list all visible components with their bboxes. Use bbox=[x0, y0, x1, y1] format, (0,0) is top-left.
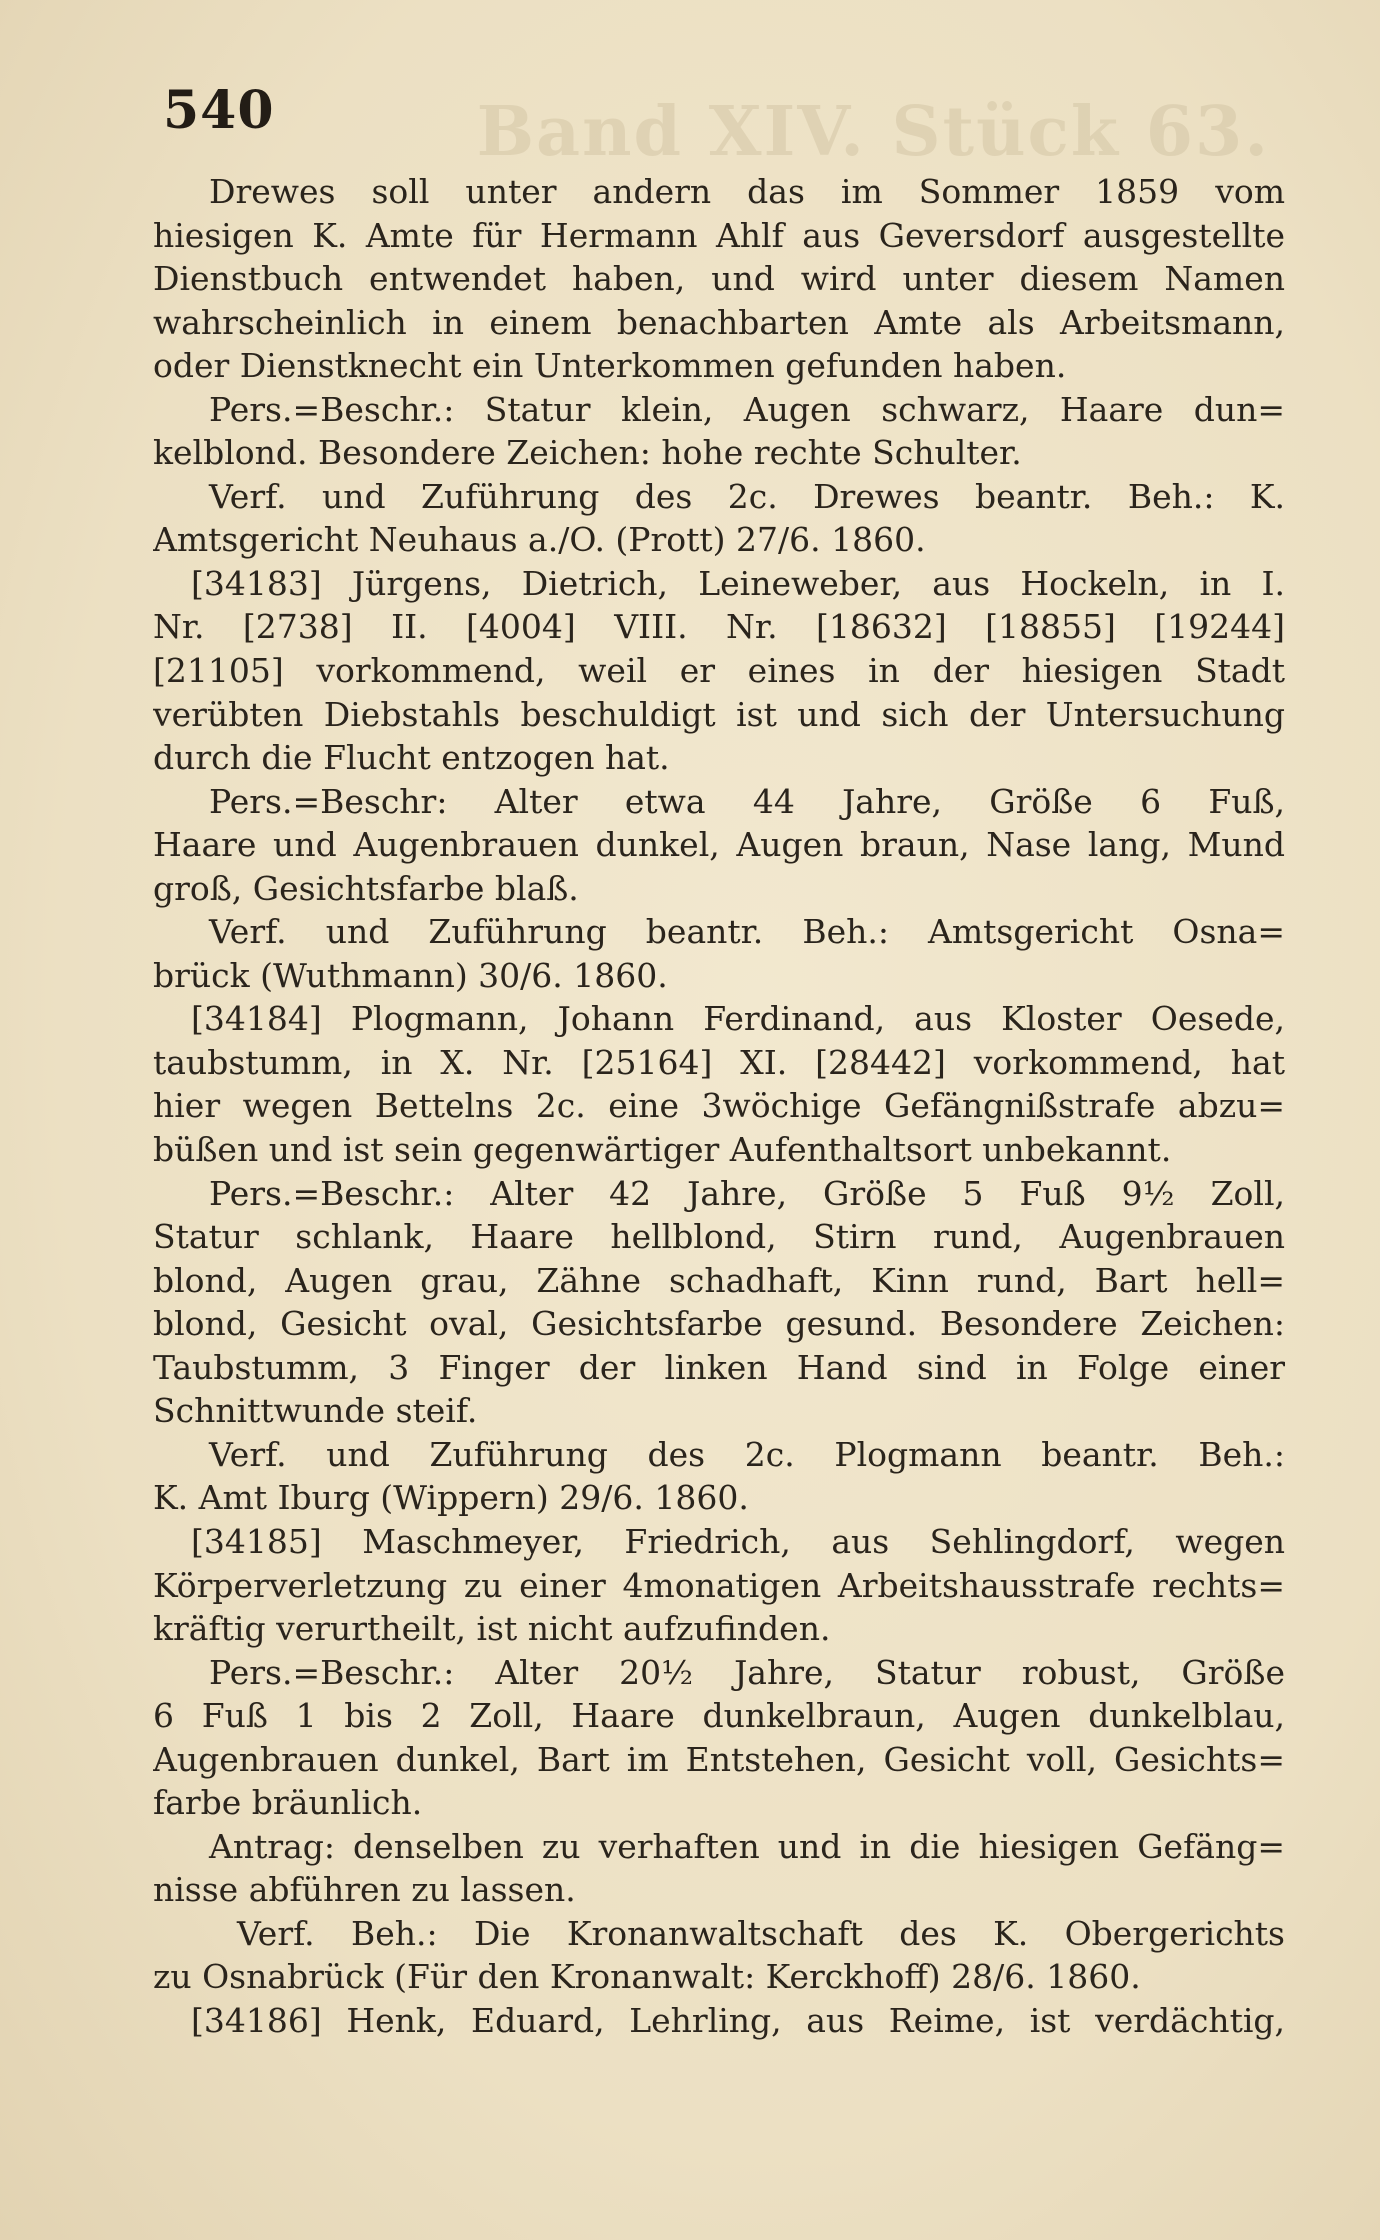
text-line: Antrag: denselben zu verhaften und in die hiesigen Gefäng= bbox=[209, 1826, 1285, 1866]
text-line: verübten Diebstahls beschuldigt ist und sich der Untersuchung bbox=[153, 694, 1285, 734]
text-line: Pers.=Beschr.: Alter 42 Jahre, Größe 5 Fuß 9½ Zoll, bbox=[209, 1173, 1285, 1213]
text-line: groß, Gesichtsfarbe blaß. bbox=[153, 868, 579, 908]
text-line: Schnittwunde steif. bbox=[153, 1391, 478, 1431]
text-line: Körperverletzung zu einer 4monatigen Arbeitshausstrafe rechts= bbox=[153, 1565, 1285, 1605]
text-line: [34183] Jürgens, Dietrich, Leineweber, aus Hockeln, in I. bbox=[191, 563, 1285, 603]
text-line: taubstumm, in X. Nr. [25164] XI. [28442] vorkommend, hat bbox=[153, 1042, 1285, 1082]
text-line: farbe bräunlich. bbox=[153, 1783, 423, 1823]
text-line: wahrscheinlich in einem benachbarten Amte als Arbeitsmann, bbox=[153, 302, 1285, 342]
text-line: büßen und ist sein gegenwärtiger Aufenthaltsort unbekannt. bbox=[153, 1130, 1172, 1170]
text-line: Haare und Augenbrauen dunkel, Augen braun, Nase lang, Mund bbox=[153, 825, 1285, 865]
text-line: hier wegen Bettelns 2c. eine 3wöchige Gefängnißstrafe abzu= bbox=[153, 1086, 1285, 1126]
text-line: zu Osnabrück (Für den Kronanwalt: Kerckhoff) 28/6. 1860. bbox=[153, 1957, 1141, 1997]
body-text bbox=[153, 170, 1285, 2043]
text-line: oder Dienstknecht ein Unterkommen gefunden haben. bbox=[153, 346, 1067, 386]
text-line: durch die Flucht entzogen hat. bbox=[153, 738, 670, 778]
text-line: Verf. Beh.: Die Kronanwaltschaft des K. Obergerichts bbox=[237, 1913, 1285, 1953]
text-line: [21105] vorkommend, weil er eines in der hiesigen Stadt bbox=[153, 651, 1285, 691]
text-line: kelblond. Besondere Zeichen: hohe rechte Schulter. bbox=[153, 433, 1022, 473]
text-line: Drewes soll unter andern das im Sommer 1859 vom bbox=[209, 172, 1285, 211]
text-line: hiesigen K. Amte für Hermann Ahlf aus Geversdorf ausgestellte bbox=[153, 215, 1285, 255]
text-line: Pers.=Beschr.: Statur klein, Augen schwarz, Haare dun= bbox=[209, 389, 1285, 429]
text-line: Pers.=Beschr: Alter etwa 44 Jahre, Größe 6 Fuß, bbox=[209, 781, 1285, 821]
text-line: 6 Fuß 1 bis 2 Zoll, Haare dunkelbraun, Augen dunkelblau, bbox=[153, 1696, 1285, 1736]
page-number: 540 bbox=[163, 80, 275, 141]
text-line: Verf. und Zuführung beantr. Beh.: Amtsgericht Osna= bbox=[209, 912, 1285, 952]
text-line: Taubstumm, 3 Finger der linken Hand sind in Folge einer bbox=[153, 1347, 1285, 1387]
text-line: blond, Gesicht oval, Gesichtsfarbe gesund. Besondere Zeichen: bbox=[153, 1304, 1285, 1344]
text-line: blond, Augen grau, Zähne schadhaft, Kinn rund, Bart hell= bbox=[153, 1260, 1285, 1300]
text-line: kräftig verurtheilt, ist nicht aufzufinden. bbox=[153, 1609, 831, 1649]
text-line: Augenbrauen dunkel, Bart im Entstehen, Gesicht voll, Gesichts= bbox=[153, 1739, 1285, 1779]
text-line: nisse abführen zu lassen. bbox=[153, 1870, 576, 1910]
text-line: [34184] Plogmann, Johann Ferdinand, aus Kloster Oesede, bbox=[191, 999, 1285, 1039]
text-line: Verf. und Zuführung des 2c. Plogmann beantr. Beh.: bbox=[209, 1434, 1285, 1474]
text-line: [34185] Maschmeyer, Friedrich, aus Sehlingdorf, wegen bbox=[191, 1521, 1285, 1561]
text-line: Dienstbuch entwendet haben, und wird unter diesem Namen bbox=[153, 259, 1285, 299]
text-line: Pers.=Beschr.: Alter 20½ Jahre, Statur robust, Größe bbox=[209, 1652, 1285, 1692]
text-line: K. Amt Iburg (Wippern) 29/6. 1860. bbox=[153, 1478, 749, 1518]
text-line: Nr. [2738] II. [4004] VIII. Nr. [18632] [18855] [19244] bbox=[153, 607, 1285, 647]
text-line: brück (Wuthmann) 30/6. 1860. bbox=[153, 955, 668, 995]
text-line: Verf. und Zuführung des 2c. Drewes beantr. Beh.: K. bbox=[209, 476, 1285, 516]
text-line: [34186] Henk, Eduard, Lehrling, aus Reime, ist verdächtig, bbox=[191, 2000, 1285, 2040]
bleed-through-header: Band XIV. Stück 63. bbox=[476, 92, 1270, 172]
text-line: Statur schlank, Haare hellblond, Stirn rund, Augenbrauen bbox=[153, 1217, 1285, 1257]
text-line: Amtsgericht Neuhaus a./O. (Prott) 27/6. 1860. bbox=[153, 520, 926, 560]
